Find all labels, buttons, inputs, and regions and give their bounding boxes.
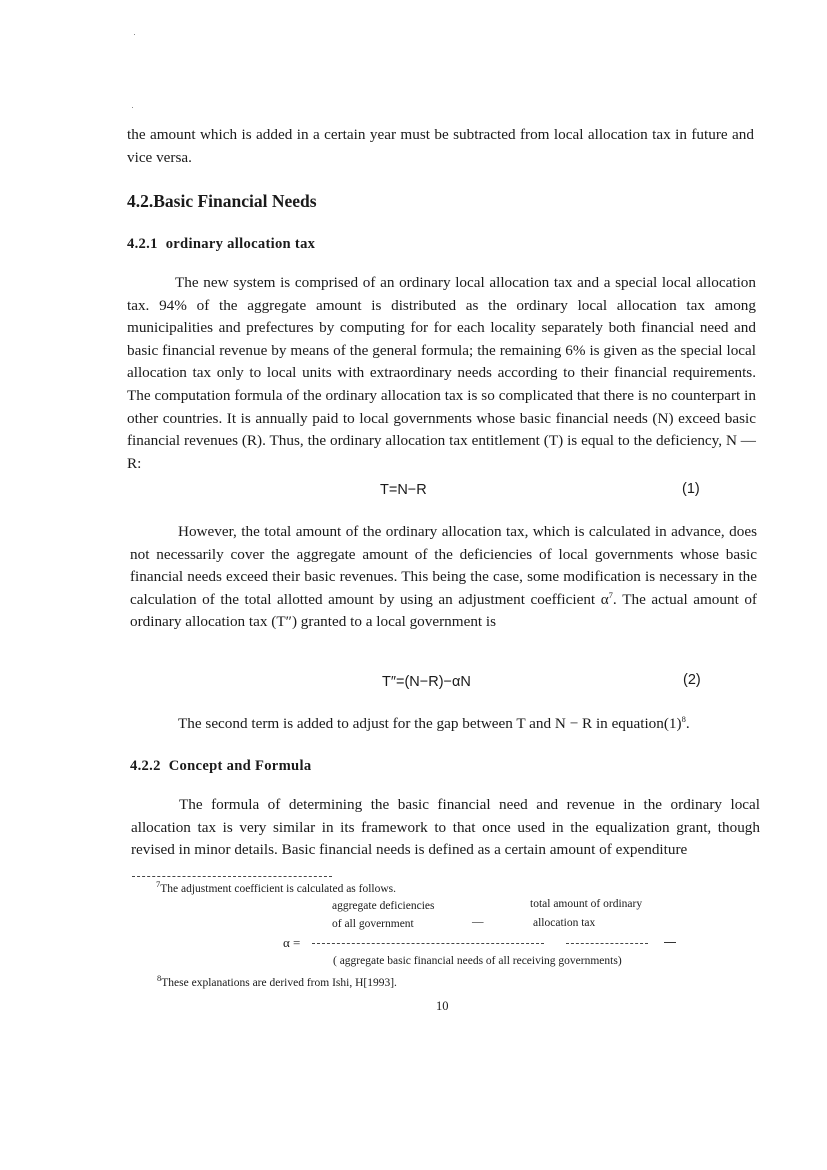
fraction-bar [566,943,648,944]
scan-speck [132,107,133,108]
page-number: 10 [436,999,449,1013]
footnote-8 [157,973,397,990]
paragraph-3-end: . [685,715,690,732]
section-title: Basic Financial Needs [153,191,317,211]
footnote-7-term2-line1: total amount of ordinary [530,898,643,910]
equation-1-number: (1) [682,481,700,497]
footnote-7-denominator: ( aggregate basic financial needs of all receiving governments) [333,955,622,967]
fraction-bar [312,943,544,944]
equation-2-number: (2) [683,672,701,688]
footnote-7-alpha: α = [283,935,301,950]
equation-1: T=N−R [380,482,427,498]
footnote-7-mark: 7 [156,879,161,890]
subsection-title: Concept and Formula [168,758,312,774]
footnote-ref-8: 8 [681,713,686,724]
paragraph-4: The formula of determining the basic financial need and revenue in the ordinary local allocation tax is very similar in its framework to that once used in the equalization grant, though revised in minor details. Basic financial needs is defined as a certain amount of expenditure [131,796,760,859]
intro-paragraph: the amount which is added in a certain year must be subtracted from local allocation tax in future and vice versa. [127,126,754,166]
equation-2: T″=(N−R)−αN [382,674,471,690]
footnote-ref-7: 7 [608,589,613,600]
footnote-7-term2-line2: allocation tax [533,917,596,929]
subsection-heading-1 [127,236,315,253]
paragraph-2-text-end: . The actual amount of ordinary allocation tax (T″) granted to a local government is [130,590,757,631]
paragraph-3 [130,713,757,736]
section-number: 4.2. [127,191,154,211]
scan-speck [134,34,135,35]
paragraph-2 [130,521,757,634]
footnote-8-text: These explanations are derived from Ishi, H[1993]. [161,977,397,989]
paragraph-3-text: The second term is added to adjust for the gap between T and N − R in equation(1) [178,715,682,732]
footnote-7-text: The adjustment coefficient is calculated as follows. [160,883,397,895]
subsection-number: 4.2.2 [130,758,161,774]
footnote-separator [132,876,332,877]
footnote-7-minus: — [472,916,484,928]
footnote-7 [156,879,397,896]
fraction-bar-end [664,942,676,943]
subsection-number: 4.2.1 [127,236,158,252]
paragraph-1: The new system is comprised of an ordinary local allocation tax and a special local allocation tax. 94% of the aggregate amount is distributed as the ordinary local allocation tax among municipalities and prefectures by computing for for each locality separately both financial need and basic financial revenue by means of the general formula; the remaining 6% is given as the special local allocation tax only to local units with extraordinary needs according to their financial requirements. The computation formula of the ordinary allocation tax is so complicated that there is no counterpart in other countries. It is annually paid to local governments whose basic financial needs (N) exceed basic financial revenues (R). Thus, the ordinary allocation tax entitlement (T) is equal to the deficiency, N —R: [127,274,756,472]
footnote-7-term1-line2: of all government [332,918,414,930]
section-heading [127,191,317,212]
paragraph-2-text: However, the total amount of the ordinary allocation tax, which is calculated in advance, does not necessarily cover the aggregate amount of the deficiencies of local governments whose basic financial needs exceed their basic revenues. This being the case, some modification is necessary in the calculation of the total allotted amount by using an adjustment coefficient α [130,523,757,608]
subsection-title: ordinary allocation tax [165,236,316,252]
subsection-heading-2 [130,758,311,775]
footnote-8-mark: 8 [157,973,162,984]
footnote-7-term1-line1: aggregate deficiencies [332,900,435,912]
